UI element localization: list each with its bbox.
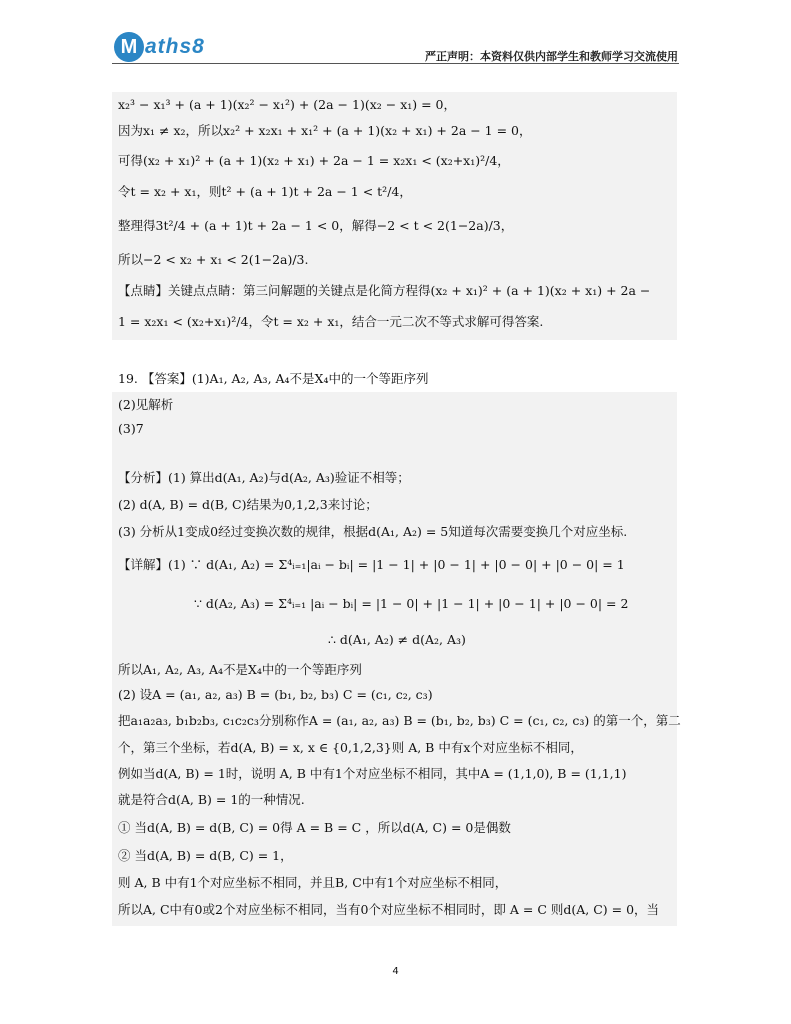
- logo-text: aths8: [145, 35, 205, 58]
- analysis-heading: 【分析】(1) 算出d(A₁, A₂)与d(A₂, A₃)验证不相等；: [118, 470, 410, 485]
- text-line: 因为x₁ ≠ x₂，所以x₂² + x₂x₁ + x₁² + (a + 1)(x₂ + x₁) + 2a − 1 = 0，: [118, 123, 532, 138]
- text-line: 可得(x₂ + x₁)² + (a + 1)(x₂ + x₁) + 2a − 1 = x₂x₁ < (x₂+x₁)²/4，: [118, 153, 510, 168]
- text-line: x₂³ − x₁³ + (a + 1)(x₂² − x₁²) + (2a − 1)(x₂ − x₁) = 0，: [118, 97, 457, 112]
- text-line: 所以A₁, A₂, A₃, A₄不是X₄中的一个等距序列: [118, 662, 362, 677]
- solution-block-q18: [112, 92, 677, 340]
- text-line: 把a₁a₂a₃, b₁b₂b₃, c₁c₂c₃分别称作A = (a₁, a₂, a₃) B = (b₁, b₂, b₃) C = (c₁, c₂, c₃) 的第一个，第二: [118, 713, 681, 728]
- key-point-line: 【点睛】关键点点睛：第三问解题的关键点是化简方程得(x₂ + x₁)² + (a + 1)(x₂ + x₁) + 2a −: [118, 283, 651, 298]
- text-line: 令t = x₂ + x₁，则t² + (a + 1)t + 2a − 1 < t²/4，: [118, 184, 412, 199]
- formula-line: ∴ d(A₁, A₂) ≠ d(A₂, A₃): [328, 632, 466, 647]
- text-line: 则 A, B 中有1个对应坐标不相同，并且B, C中有1个对应坐标不相同，: [118, 875, 508, 890]
- text-line: 就是符合d(A, B) = 1的一种情况.: [118, 792, 305, 807]
- text-line: 个，第三个坐标，若d(A, B) = x, x ∈ {0,1,2,3}则 A, B 中有x个对应坐标不相同，: [118, 740, 583, 755]
- header-divider: [112, 63, 679, 64]
- q19-answer-heading: 19. 【答案】(1)A₁, A₂, A₃, A₄不是X₄中的一个等距序列: [118, 371, 429, 386]
- maths8-logo: [114, 32, 205, 62]
- formula-line: ∵ d(A₂, A₃) = Σ⁴ᵢ₌₁ |aᵢ − bᵢ| = |1 − 0| + |1 − 1| + |0 − 1| + |0 − 0| = 2: [194, 596, 629, 611]
- text-line: (2) d(A, B) = d(B, C)结果为0,1,2,3来讨论；: [118, 497, 378, 512]
- page-number: 4: [392, 966, 399, 977]
- text-line: ② 当d(A, B) = d(B, C) = 1，: [118, 848, 293, 863]
- text-line: (3) 分析从1变成0经过变换次数的规律，根据d(A₁, A₂) = 5知道每次需要变换几个对应坐标.: [118, 524, 628, 539]
- detail-heading: 【详解】(1) ∵ d(A₁, A₂) = Σ⁴ᵢ₌₁|aᵢ − bᵢ| = |1 − 1| + |0 − 1| + |0 − 0| + |0 − 0| = 1: [118, 557, 625, 572]
- solution-block-q19: [112, 392, 681, 926]
- text-line: (2)见解析: [118, 397, 174, 412]
- text-line: 所以A, C中有0或2个对应坐标不相同，当有0个对应坐标不相同时，即 A = C 则d(A, C) = 0，当: [118, 902, 660, 917]
- text-line: 所以−2 < x₂ + x₁ < 2(1−2a)/3.: [118, 252, 309, 267]
- text-line: ① 当d(A, B) = d(B, C) = 0得 A = B = C ，所以d(A, C) = 0是偶数: [118, 820, 511, 835]
- text-line: 整理得3t²/4 + (a + 1)t + 2a − 1 < 0，解得−2 < t < 2(1−2a)/3，: [118, 218, 514, 233]
- header-notice: 严正声明：本资料仅供内部学生和教师学习交流使用: [425, 50, 678, 63]
- key-point-line: 1 = x₂x₁ < (x₂+x₁)²/4，令t = x₂ + x₁，结合一元二次不等式求解可得答案.: [118, 314, 544, 329]
- text-line: (2) 设A = (a₁, a₂, a₃) B = (b₁, b₂, b₃) C = (c₁, c₂, c₃): [118, 687, 433, 702]
- logo-circle-letter: M: [114, 32, 144, 62]
- text-line: (3)7: [118, 421, 144, 436]
- text-line: 例如当d(A, B) = 1时，说明 A, B 中有1个对应坐标不相同，其中A = (1,1,0), B = (1,1,1): [118, 766, 627, 781]
